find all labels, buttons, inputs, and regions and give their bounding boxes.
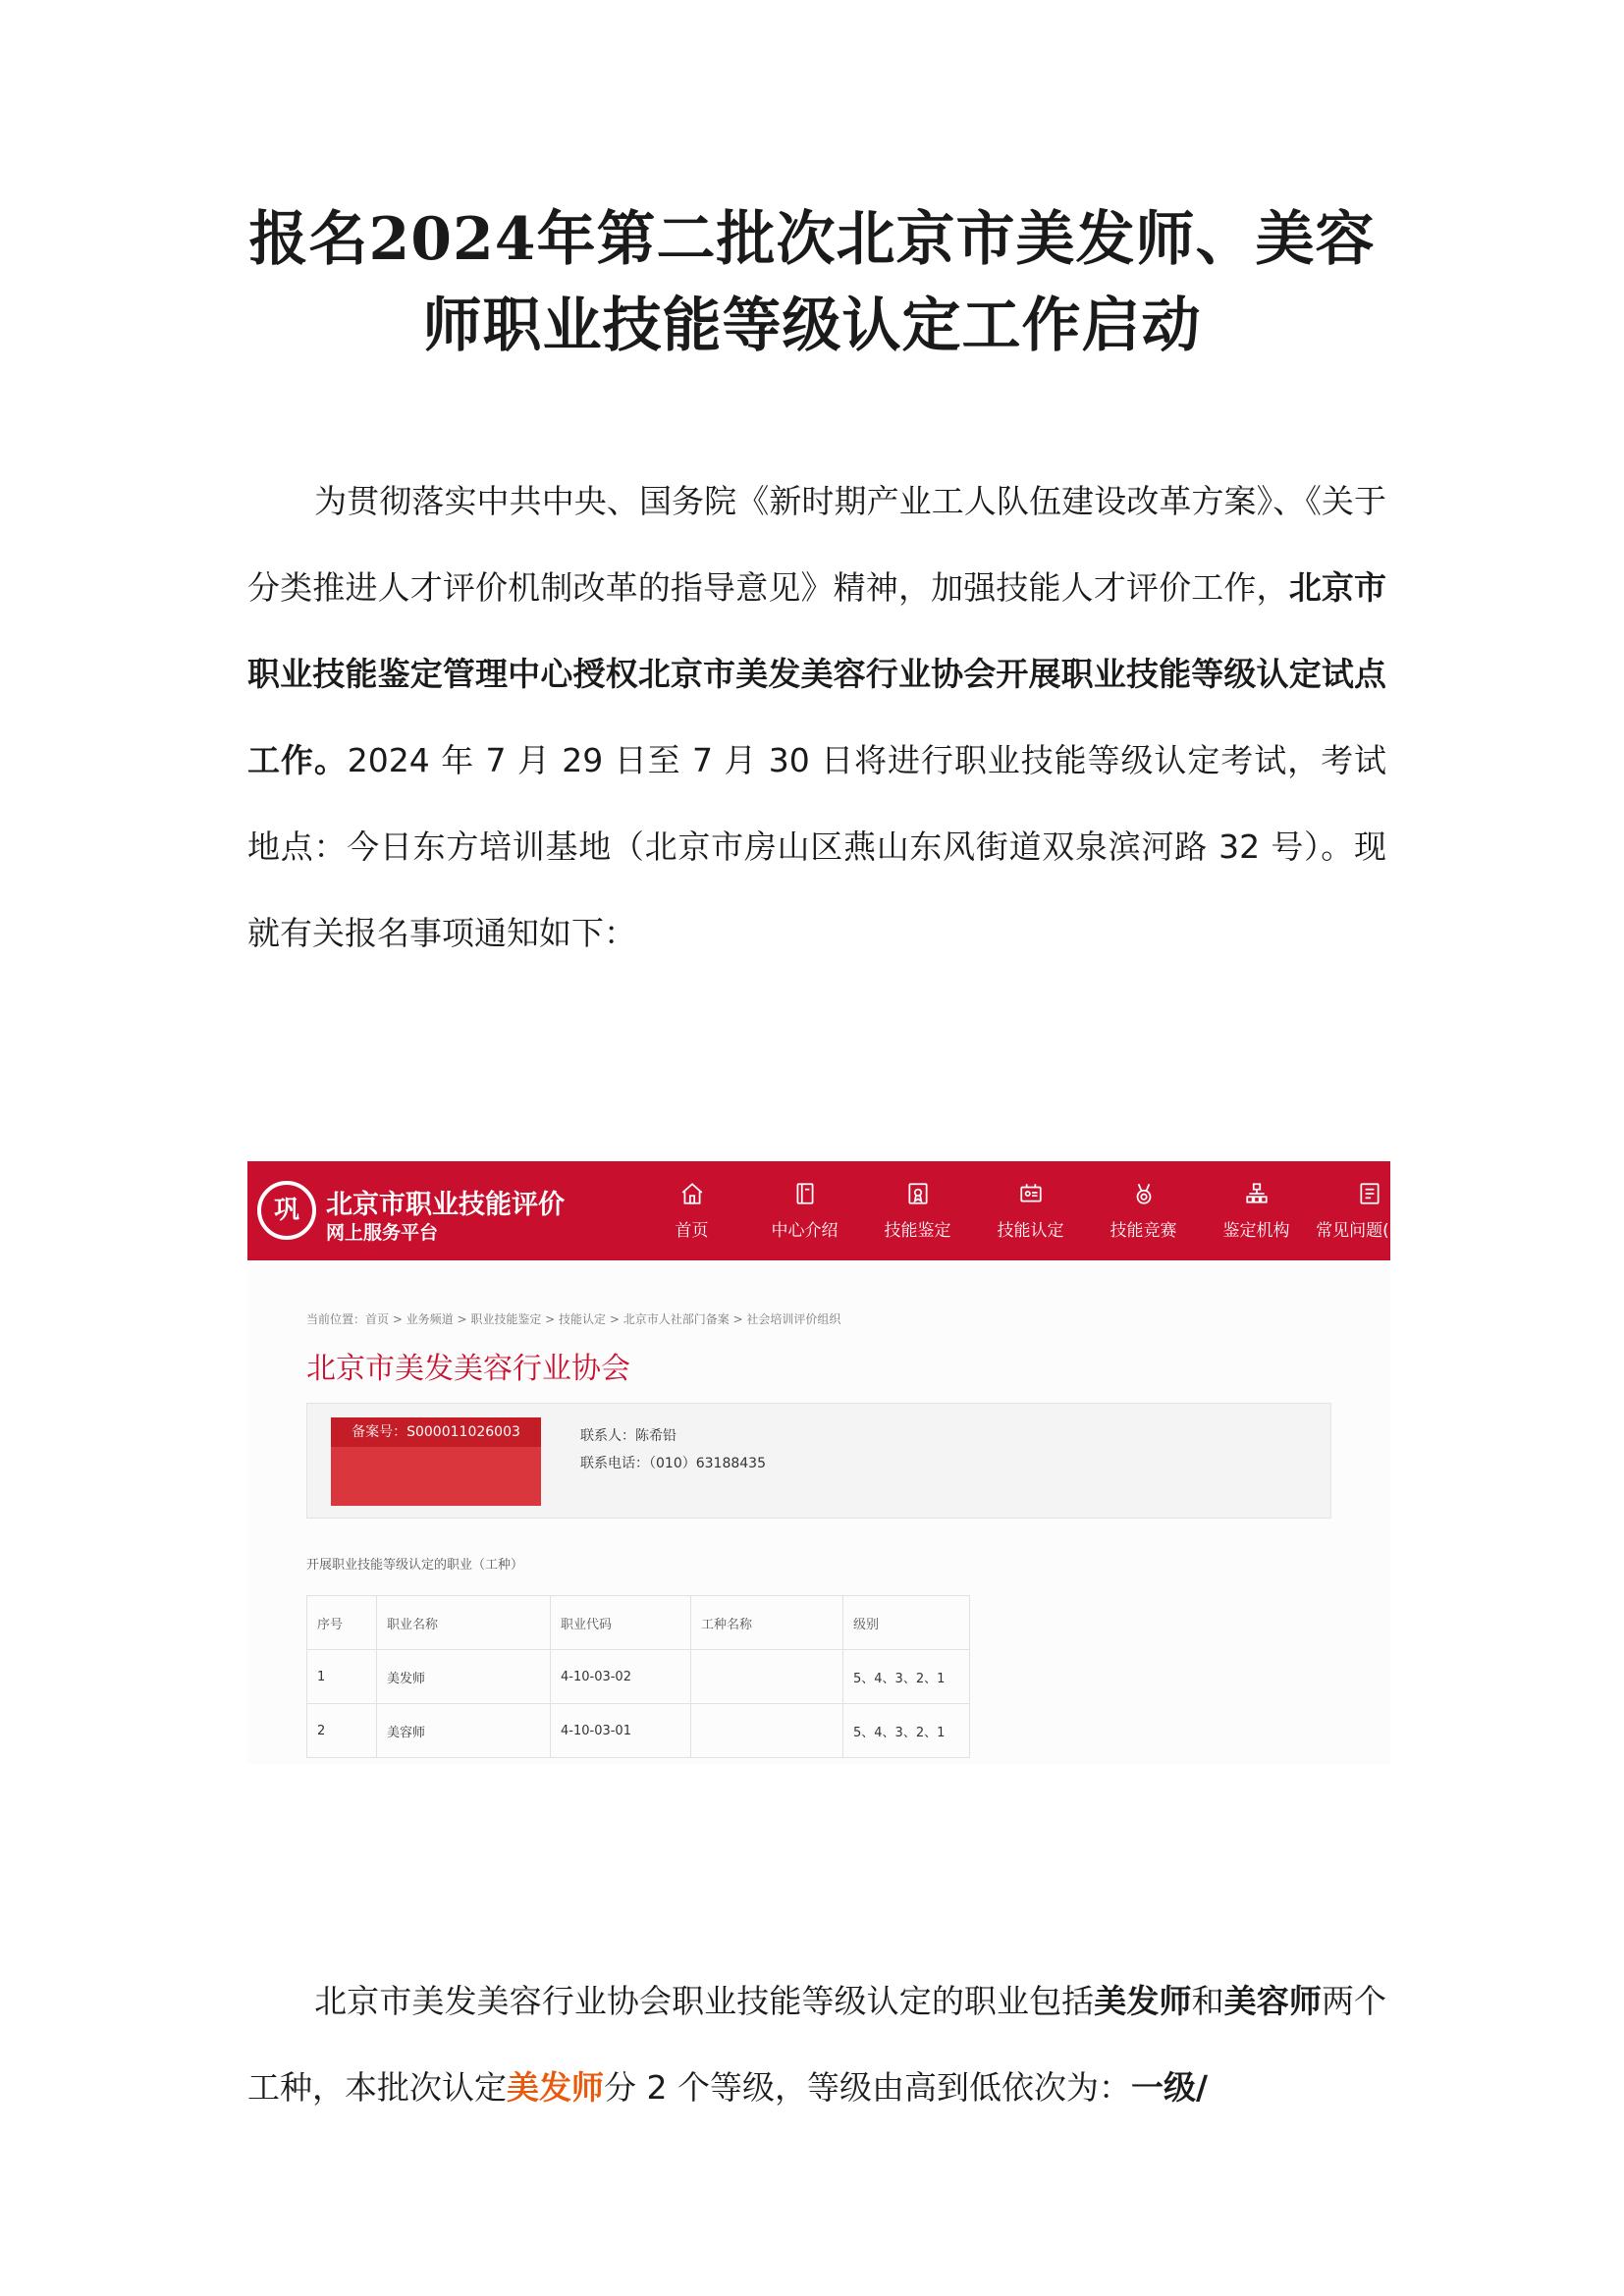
para2-highlight-hairdresser: 美发师: [507, 2068, 604, 2107]
para2-bold-hairdresser: 美发师: [1094, 1982, 1192, 2020]
para2-text-a: 北京市美发美容行业协会职业技能等级认定的职业包括: [314, 1982, 1095, 2020]
table-cell: 4-10-03-02: [551, 1650, 691, 1704]
org-info-box: [306, 1403, 1331, 1519]
intro-paragraph: [247, 458, 1386, 977]
page-title-line2: 师职业技能等级认定工作启动: [422, 292, 1202, 360]
site-nav: [635, 1161, 1426, 1260]
page-title: [196, 196, 1428, 369]
medal-icon: [1131, 1181, 1157, 1206]
list-icon: [1357, 1181, 1382, 1206]
table-row: [307, 1650, 970, 1704]
nav-label: 鉴定机构: [1222, 1221, 1290, 1241]
table-cell: [691, 1704, 843, 1758]
nav-label: 中心介绍: [771, 1221, 839, 1241]
intro-bold-text: 北京市职业技能鉴定管理中心授权北京市美发美容行业协会开展职业技能等级认定试点工作。: [247, 568, 1387, 779]
nav-item-about[interactable]: [748, 1161, 861, 1260]
contact-person: 联系人：陈希铅: [580, 1428, 677, 1444]
certificate-icon: [905, 1181, 931, 1206]
nav-item-skill-certification[interactable]: [974, 1161, 1087, 1260]
page-title-line1: 报名2024年第二批次北京市美发师、美容: [248, 205, 1376, 274]
nav-label: 常见问题(已归: [1316, 1221, 1423, 1241]
table-header-cell: 职业代码: [551, 1596, 691, 1650]
table-header-cell: 职业名称: [377, 1596, 551, 1650]
table-header-cell: 工种名称: [691, 1596, 843, 1650]
table-header-cell: 级别: [843, 1596, 970, 1650]
embedded-website-screenshot: [247, 1161, 1423, 1764]
para2-text-d: 分 2 个等级，等级由高到低依次为：: [604, 2068, 1131, 2107]
site-logo-icon: 巩: [257, 1181, 316, 1240]
nav-item-skill-appraisal[interactable]: [861, 1161, 974, 1260]
registration-number: 备案号：S000011026003: [331, 1417, 541, 1447]
breadcrumb: 当前位置：首页 > 业务频道 > 职业技能鉴定 > 技能认定 > 北京市人社部门备案 > 社会培训评价组织: [306, 1312, 841, 1326]
id-card-icon: [1018, 1181, 1044, 1206]
nav-label: 技能认定: [997, 1221, 1064, 1241]
table-cell: 美容师: [377, 1704, 551, 1758]
para2-text-b: 和: [1191, 1982, 1224, 2020]
nav-item-faq[interactable]: [1313, 1161, 1426, 1260]
registration-card: [331, 1417, 541, 1506]
para2-text-c: 两个工种，本批次认定: [247, 1982, 1387, 2107]
nav-item-institutions[interactable]: [1200, 1161, 1313, 1260]
occupations-table: [306, 1595, 970, 1758]
nav-label: 首页: [675, 1221, 709, 1241]
table-cell: 美发师: [377, 1650, 551, 1704]
nav-label: 技能鉴定: [884, 1221, 951, 1241]
table-cell: 4-10-03-01: [551, 1704, 691, 1758]
occupations-section-label: 开展职业技能等级认定的职业（工种）: [306, 1558, 524, 1573]
table-cell: 1: [307, 1650, 377, 1704]
para2-bold-level: 一级/: [1130, 2068, 1209, 2107]
site-brand-name: 北京市职业技能评价: [326, 1190, 565, 1220]
table-cell: 5、4、3、2、1: [843, 1650, 970, 1704]
org-title: 北京市美发美容行业协会: [306, 1352, 630, 1386]
site-brand-subtitle: 网上服务平台: [326, 1222, 439, 1244]
para2-bold-beautician: 美容师: [1223, 1982, 1322, 2020]
contact-phone: 联系电话：（010）63188435: [580, 1456, 766, 1471]
book-icon: [792, 1181, 818, 1206]
nav-item-skill-competition[interactable]: [1087, 1161, 1200, 1260]
table-row: [307, 1704, 970, 1758]
nav-item-home[interactable]: [635, 1161, 748, 1260]
table-cell: [691, 1650, 843, 1704]
intro-text-a: 为贯彻落实中共中央、国务院《新时期产业工人队伍建设改革方案》、《关于分类推进人才评价机制改革的指导意见》精神，加强技能人才评价工作，: [247, 482, 1386, 607]
table-cell: 2: [307, 1704, 377, 1758]
nav-label: 技能竞赛: [1110, 1221, 1177, 1241]
table-header-cell: 序号: [307, 1596, 377, 1650]
table-cell: 5、4、3、2、1: [843, 1704, 970, 1758]
table-header-row: [307, 1596, 970, 1650]
organization-icon: [1244, 1181, 1270, 1206]
intro-text-b: 2024 年 7 月 29 日至 7 月 30 日将进行职业技能等级认定考试，考试地点：今日东方培训基地（北京市房山区燕山东风街道双泉滨河路 32 号）。现就有关报名事项通知如下：: [247, 741, 1387, 952]
home-icon: [679, 1181, 705, 1206]
occupations-paragraph: [247, 1958, 1386, 2131]
site-header: [247, 1161, 1423, 1260]
